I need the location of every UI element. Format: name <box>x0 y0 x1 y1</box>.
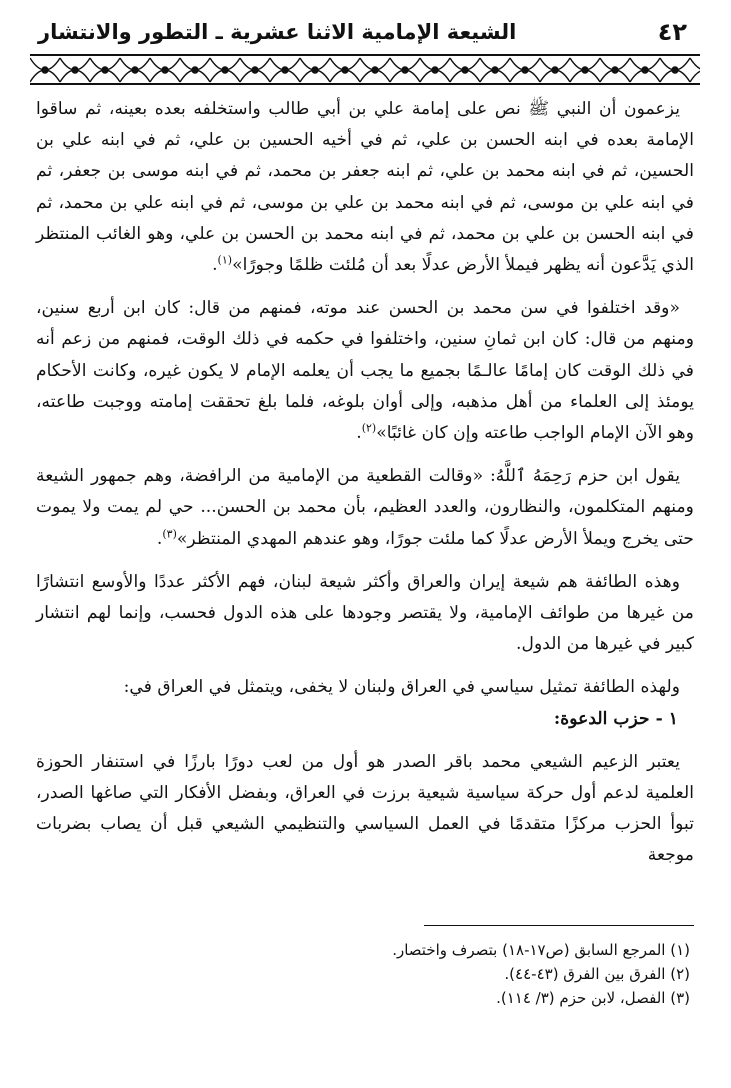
paragraph-3: يقول ابن حزم رَحِمَهُ ٱللَّهُ: «وقالت القطعية من الإمامية من الرافضة، وهم جمهور الشيعة ومنهم المتكلمون، والنظارون، والعدد العظيم، بأن محمد بن الحسن... حي لم يمت ولا يموت حتى يخرج ويملأ الأرض عدلًا كما ملئت جورًا، وهو عندهم المهدي المنتظر»$^{(٣)}$. <box>36 466 694 549</box>
main-text <box>36 94 694 872</box>
footnotes <box>36 938 696 1010</box>
footnote-ref-1[interactable]: (١) <box>217 253 233 267</box>
paragraph-4: وهذه الطائفة هم شيعة إيران والعراق وأكثر شيعة لبنان، فهم الأكثر عددًا والأوسع انتشارًا من غيرها من طوائف الإمامية، ولا يقتصر وجودها على هذه الدول فحسب، وإنما لهم انتشار كبير في غيرها من الدول. <box>36 571 694 655</box>
footnote-2: (٢) الفرق بين الفرق (٤٣-٤٤). <box>504 965 690 983</box>
ornamental-border <box>30 52 700 88</box>
footnote-ref-3[interactable]: (٣) <box>162 526 177 540</box>
footnote-3: (٣) الفصل، لابن حزم (٣/ ١١٤). <box>496 989 690 1007</box>
running-title: الشيعة الإمامية الاثنا عشرية ـ التطور والانتشار <box>38 20 517 44</box>
page-number: ٤٢ <box>657 18 687 46</box>
paragraph-1: يزعمون أن النبي ﷺ نص على إمامة علي بن أبي طالب واستخلفه بعده بعينه، ثم ساقوا الإمامة بعده في ابنه الحسن بن علي، ثم في أخيه الحسين بن علي، ثم في ابنه علي بن الحسين، ثم في ابنه محمد بن علي، ثم ابنه جعفر بن محمد، ثم في ابنه موسى بن جعفر، ثم في ابنه علي بن موسى، ثم في ابنه محمد بن علي بن موسى، ثم في ابنه علي بن محمد، ثم في ابنه الحسن بن علي بن محمد، ثم في ابنه محمد بن الحسن بن علي، وهو الغائب المنتظر الذي يَدَّعون أنه يظهر فيملأ الأرض عدلًا بعد أن مُلئت ظلمًا وجورًا»$^{(١)}$. <box>36 99 694 276</box>
footnote-ref-2[interactable]: (٢) <box>361 421 377 435</box>
paragraph-2: «وقد اختلفوا في سن محمد بن الحسن عند موته، فمنهم من قال: كان ابن أربع سنين، ومنهم من قال: كان ابن ثمانِ سنين، واختلفوا في حكمه في ذلك الوقت، فمنهم من زعم أنه في ذلك الوقت كان إمامًا عالـمًا بجميع ما يجب أن يعلمه الإمام لا يكون غيره، وكانت الأحكام يومئذ إلى العلماء من أهل مذهبه، وإلى أوان بلوغه، فلما بلغ تحققت إمامته ووجبت طاعته، وهو الآن الإمام الواجب طاعته وإن كان غائبًا»$^{(٢)}$. <box>36 298 694 444</box>
footnote-1: (١) المرجع السابق (ص١٧-١٨) بتصرف واختصار. <box>392 941 690 959</box>
footnote-divider <box>424 925 694 926</box>
paragraph-6: يعتبر الزعيم الشيعي محمد باقر الصدر هو أول من لعب دورًا بارزًا في استنفار الحوزة العلمية لدعم أول حركة سياسية شيعية برزت في العراق، وبفضل الأفكار التي صاغها الصدر، تبوأ الحزب مركزًا متقدمًا في العمل السياسي والتنظيمي الشيعي قبل أن يصاب بضربات موجعة <box>36 751 694 866</box>
paragraph-5: ولهذه الطائفة تمثيل سياسي في العراق ولبنان لا يخفى، ويتمثل في العراق في: <box>123 677 680 698</box>
page-header <box>38 16 693 56</box>
section-heading: ١ - حزب الدعوة: <box>553 708 678 729</box>
